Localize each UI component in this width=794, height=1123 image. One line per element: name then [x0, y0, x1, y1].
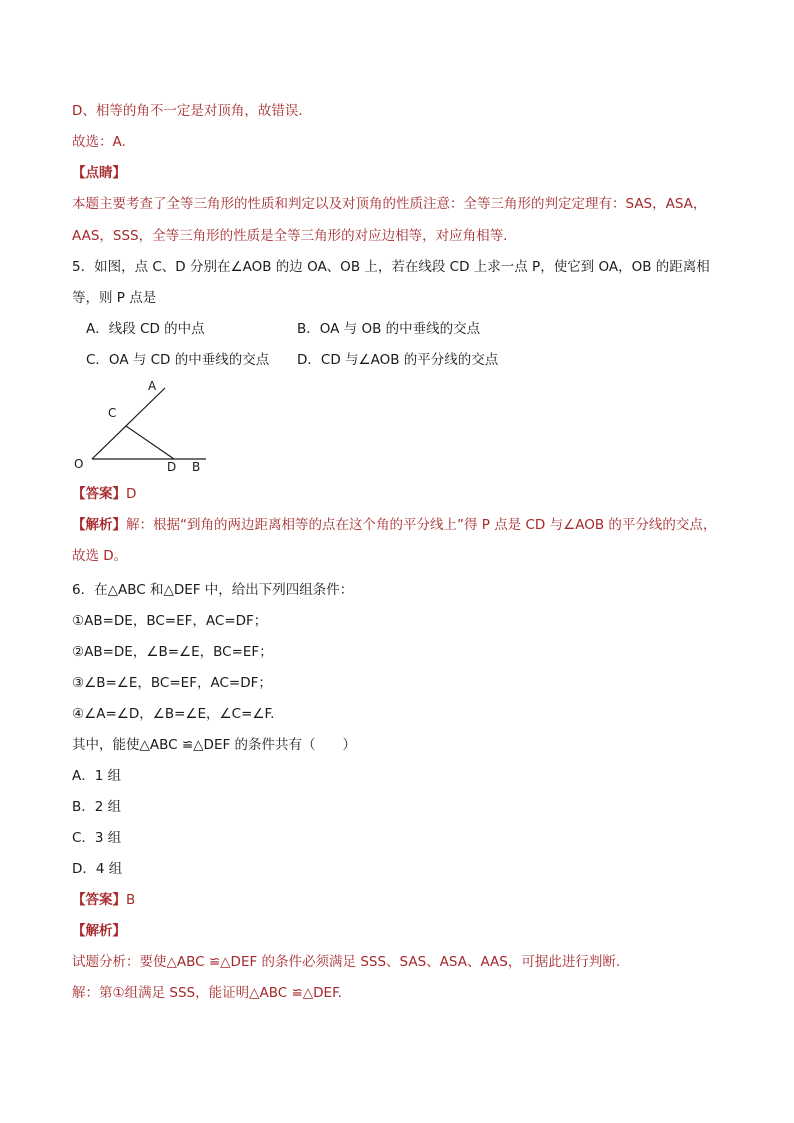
angle-aob-figure	[70, 378, 220, 478]
q4-point-line-1: 本题主要考查了全等三角形的性质和判定以及对顶角的性质注意：全等三角形的判定定理有：SAS，ASA，	[72, 196, 707, 212]
segment-cd	[126, 426, 174, 459]
q6-condition-3: ③∠B=∠E，BC=EF，AC=DF；	[72, 675, 272, 691]
q4-option-d-explanation: D、相等的角不一定是对顶角，故错误.	[72, 103, 303, 119]
label-c: C	[108, 406, 117, 420]
q6-condition-4: ④∠A=∠D，∠B=∠E，∠C=∠F.	[72, 706, 275, 722]
q5-option-c: C．OA 与 CD 的中垂线的交点	[86, 352, 270, 368]
q5-stem-line-2: 等，则 P 点是	[72, 290, 157, 306]
q6-stem: 6．在△ABC 和△DEF 中，给出下列四组条件：	[72, 582, 354, 598]
q5-answer	[72, 484, 136, 504]
q6-option-b: B．2 组	[72, 799, 122, 815]
q5-analysis-heading: 【解析】	[72, 517, 126, 533]
label-d: D	[167, 460, 177, 474]
q5-answer-value: D	[126, 486, 137, 502]
q6-condition-1: ①AB=DE，BC=EF，AC=DF；	[72, 613, 268, 629]
q6-question: 其中，能使△ABC ≌△DEF 的条件共有（ ）	[72, 737, 357, 753]
q5-option-a: A．线段 CD 的中点	[86, 321, 205, 337]
q5-stem-line-1: 5．如图，点 C、D 分别在∠AOB 的边 OA、OB 上，若在线段 CD 上求一点 P，使它到 OA，OB 的距离相	[72, 259, 710, 275]
label-b: B	[192, 460, 201, 474]
q6-option-d: D．4 组	[72, 861, 123, 877]
q5-analysis-line-1	[72, 515, 716, 535]
q4-point-line-2: AAS，SSS，全等三角形的性质是全等三角形的对应边相等，对应角相等.	[72, 228, 508, 244]
q6-option-c: C．3 组	[72, 830, 122, 846]
q5-option-b: B．OA 与 OB 的中垂线的交点	[297, 321, 481, 337]
q6-analysis-line-2: 解：第①组满足 SSS，能证明△ABC ≌△DEF.	[72, 985, 342, 1001]
label-a: A	[148, 379, 157, 393]
q5-analysis-line-2: 故选 D。	[72, 548, 128, 564]
q6-answer-value: B	[126, 892, 136, 908]
q5-option-d: D．CD 与∠AOB 的平分线的交点	[297, 352, 499, 368]
q5-answer-heading: 【答案】	[72, 486, 126, 502]
label-o: O	[74, 457, 84, 471]
q4-point-heading: 【点睛】	[72, 165, 126, 181]
q4-choice: 故选：A.	[72, 134, 126, 150]
q6-answer	[72, 890, 135, 910]
q6-answer-heading: 【答案】	[72, 892, 126, 908]
q6-option-a: A．1 组	[72, 768, 122, 784]
q6-condition-2: ②AB=DE，∠B=∠E，BC=EF；	[72, 644, 273, 660]
q6-analysis-heading: 【解析】	[72, 923, 126, 939]
q6-analysis-line-1: 试题分析：要使△ABC ≌△DEF 的条件必须满足 SSS、SAS、ASA、AAS，可据此进行判断.	[72, 954, 621, 970]
q5-analysis-text-1: 解：根据“到角的两边距离相等的点在这个角的平分线上”得 P 点是 CD 与∠AOB 的平分线的交点，	[126, 517, 717, 533]
ray-oa	[92, 388, 165, 459]
